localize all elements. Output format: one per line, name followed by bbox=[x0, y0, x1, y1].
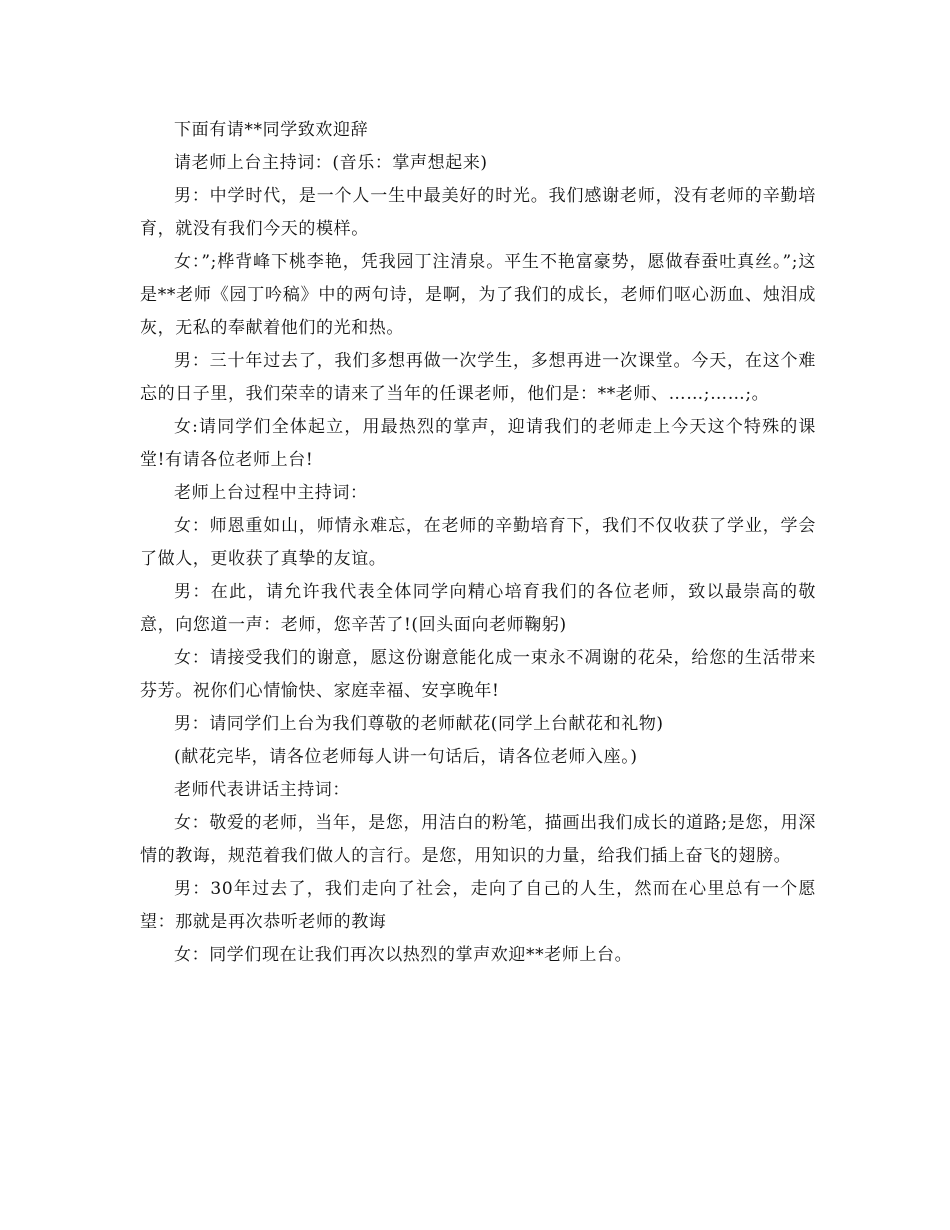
paragraph-stage-process-heading: 老师上台过程中主持词： bbox=[174, 483, 368, 503]
paragraph-invite-teachers-heading: 请老师上台主持词：(音乐：掌声想起来) bbox=[174, 153, 488, 173]
paragraph-welcome-speech: 下面有请**同学致欢迎辞 bbox=[174, 120, 369, 140]
paragraph-female-5: 女：敬爱的老师，当年，是您，用洁白的粉笔，描画出我们成长的道路;是您，用深情的教诲，规范着我们做人的言行。是您，用知识的力量，给我们插上奋飞的翅膀。 bbox=[140, 813, 816, 866]
paragraph-female-3: 女：师恩重如山，师情永难忘，在老师的辛勤培育下，我们不仅收获了学业，学会了做人，更收获了真挚的友谊。 bbox=[140, 516, 816, 569]
paragraph-female-2: 女:请同学们全体起立，用最热烈的掌声，迎请我们的老师走上今天这个特殊的课堂!有请各位老师上台! bbox=[140, 417, 816, 470]
paragraph-stage-note: (献花完毕，请各位老师每人讲一句话后，请各位老师入座。) bbox=[174, 747, 638, 767]
paragraph-male-3: 男：在此，请允许我代表全体同学向精心培育我们的各位老师，致以最崇高的敬意，向您道一声：老师，您辛苦了!(回头面向老师鞠躬) bbox=[140, 582, 816, 635]
paragraph-female-4: 女：请接受我们的谢意，愿这份谢意能化成一束永不凋谢的花朵，给您的生活带来芬芳。祝你们心情愉快、家庭幸福、安享晚年! bbox=[140, 648, 816, 701]
paragraph-male-1: 男：中学时代，是一个人一生中最美好的时光。我们感谢老师，没有老师的辛勤培育，就没有我们今天的模样。 bbox=[140, 186, 816, 239]
paragraph-male-5: 男：30年过去了，我们走向了社会，走向了自己的人生，然而在心里总有一个愿望：那就是再次恭听老师的教诲 bbox=[140, 879, 816, 932]
paragraph-male-4: 男：请同学们上台为我们尊敬的老师献花(同学上台献花和礼物) bbox=[174, 714, 664, 734]
paragraph-teacher-speech-heading: 老师代表讲话主持词： bbox=[174, 780, 350, 800]
paragraph-female-1: 女：”;桦背峰下桃李艳，凭我园丁注清泉。平生不艳富豪势，愿做春蚕吐真丝。”;这是**老师《园丁吟稿》中的两句诗，是啊，为了我们的成长，老师们呕心沥血、烛泪成灰，无私的奉献着他们的光和热。 bbox=[140, 252, 816, 338]
paragraph-female-6: 女：同学们现在让我们再次以热烈的掌声欢迎**老师上台。 bbox=[174, 945, 633, 965]
paragraph-male-2: 男：三十年过去了，我们多想再做一次学生，多想再进一次课堂。今天，在这个难忘的日子里，我们荣幸的请来了当年的任课老师，他们是：**老师、……;……;。 bbox=[140, 351, 816, 404]
document-body bbox=[140, 114, 816, 972]
